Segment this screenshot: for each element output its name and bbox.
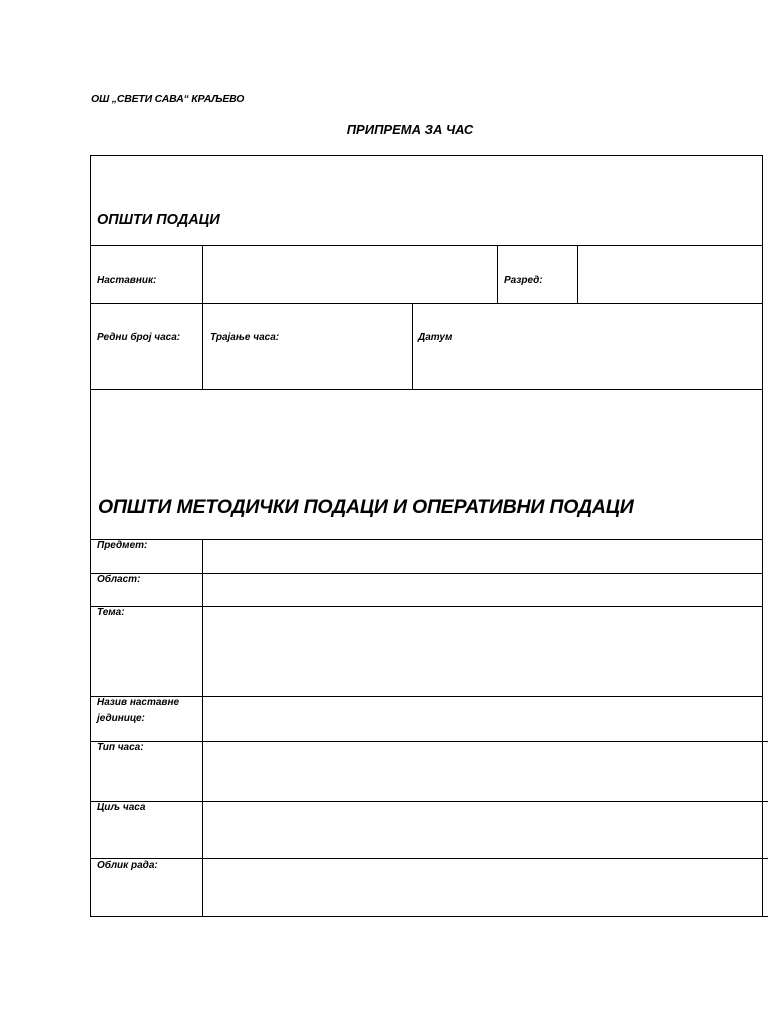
row-divider [90,606,763,607]
date-label: Датум [418,332,453,343]
row-divider [90,858,768,859]
school-name: ОШ „СВЕТИ САВА“ КРАЉЕВО [91,93,245,105]
unit-title-label: Назив наставне јединице: [97,697,180,724]
section-methodical-heading: ОПШТИ МЕТОДИЧКИ ПОДАЦИ И ОПЕРАТИВНИ ПОДАЦИ [98,496,634,518]
row-divider [90,539,763,540]
grade-label: Разред: [504,275,543,286]
lesson-goal-label: Циљ часа [97,802,146,813]
area-label: Област: [97,574,141,585]
page-title: ПРИПРЕМА ЗА ЧАС [346,122,474,137]
row-divider [763,916,768,917]
row-divider [90,389,763,390]
subject-label: Предмет: [97,540,148,551]
form-table [90,155,763,917]
teacher-label: Наставник: [97,275,157,286]
row-divider [90,303,763,304]
lesson-number-label: Редни број часа: [97,332,181,343]
column-divider [412,303,413,389]
column-divider [577,245,578,303]
row-divider [90,573,763,574]
lesson-type-label: Тип часа: [97,742,144,753]
topic-label: Тема: [97,607,125,618]
column-divider [202,303,203,389]
work-form-label: Облик рада: [97,860,158,871]
column-divider [202,245,203,303]
section-general-heading: ОПШТИ ПОДАЦИ [97,212,220,228]
column-divider [497,245,498,303]
row-divider [90,741,768,742]
column-divider [202,539,203,917]
duration-label: Трајање часа: [210,332,280,343]
row-divider [90,245,763,246]
row-divider [90,801,768,802]
